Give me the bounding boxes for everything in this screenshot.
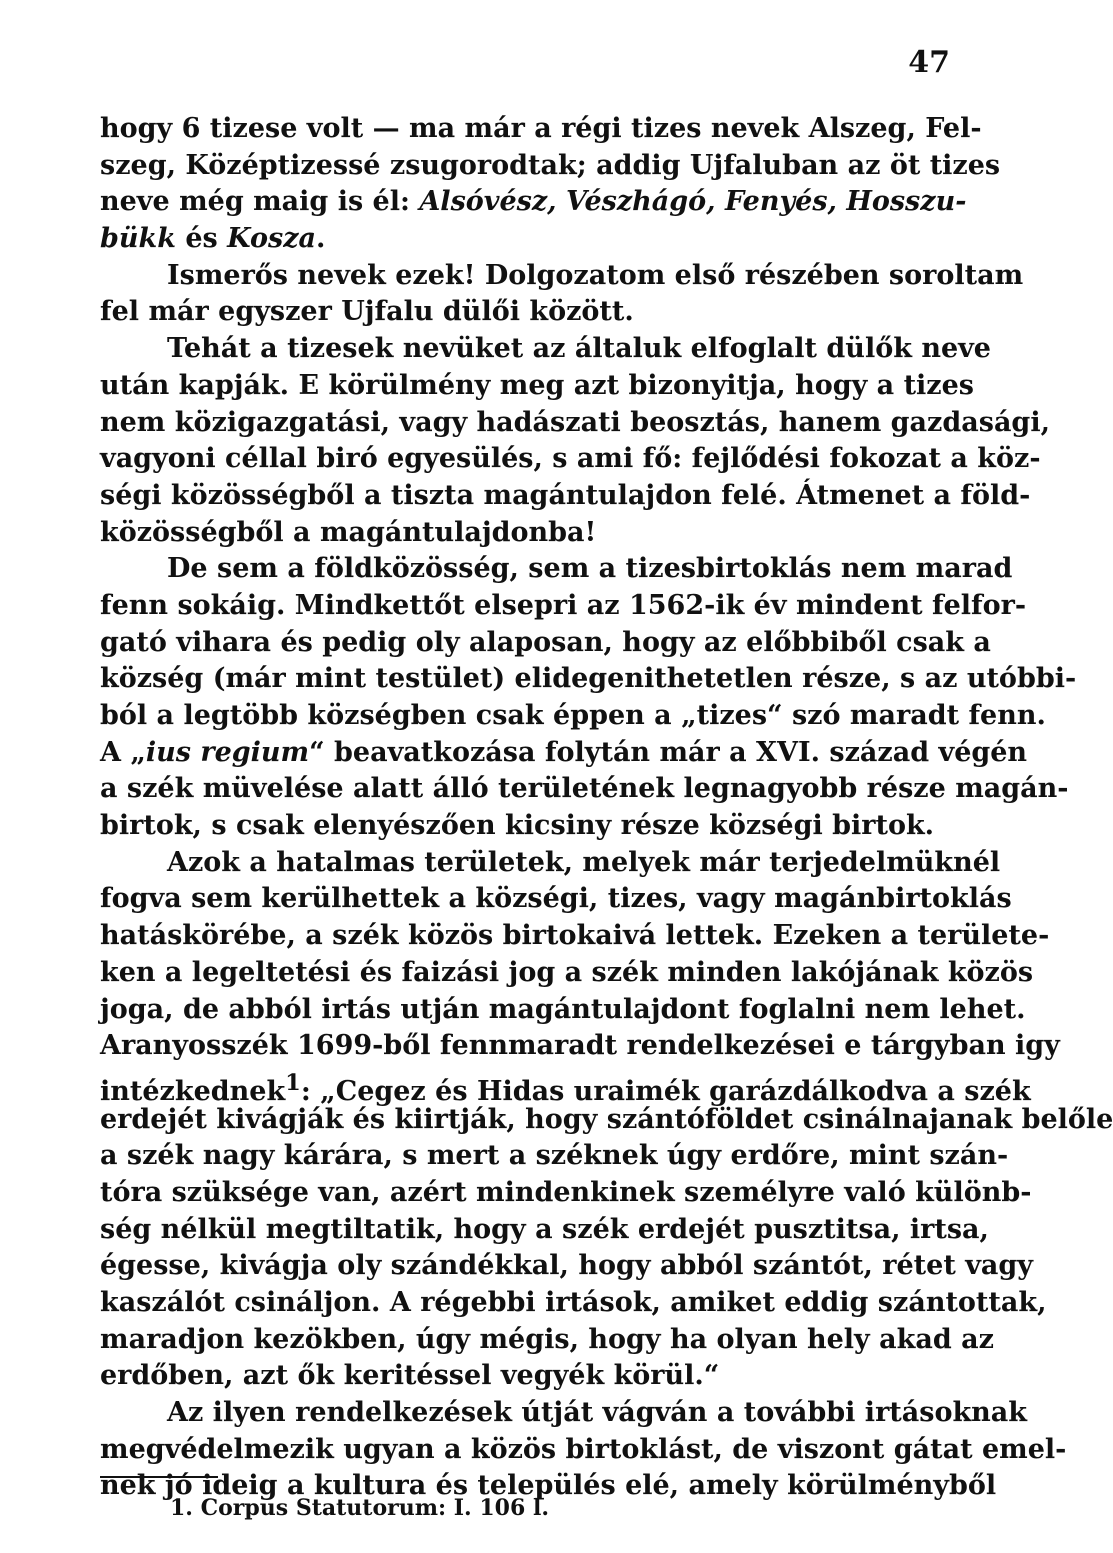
text-line: [100, 1248, 1033, 1285]
line-text: hogy 6 tizese volt — ma már a régi tizes nevek Alszeg, Fel-: [100, 113, 982, 144]
text-line: [100, 515, 932, 552]
line-text: gató vihara és pedig oly alaposan, hogy az előbbiből csak a: [100, 626, 991, 658]
line-text: nek jó ideig a kultura és település elé, amely körülményből: [100, 1470, 997, 1502]
line-text: erdőben, azt ők keritéssel vegyék körül.“: [100, 1360, 720, 1392]
text-line: [100, 1138, 1009, 1175]
italic-text: ius regium: [145, 736, 310, 768]
text-line: [100, 405, 1050, 442]
text-line: [100, 331, 991, 368]
text-line: [100, 111, 982, 148]
text-line: [100, 148, 1001, 185]
line-text: fogva sem kerülhettek a községi, tizes, vagy magánbirtoklás: [100, 883, 1012, 915]
line-text: Az ilyen rendelkezések útját vágván a további irtásoknak: [167, 1397, 1028, 1429]
text-line: [100, 771, 1069, 808]
text-line: [100, 955, 1034, 992]
text-line: [100, 588, 1027, 625]
text-line: [100, 1432, 1067, 1469]
line-text: joga, de abból irtás utján magántulajdont foglalni nem lehet.: [100, 993, 1026, 1025]
line-text: tóra szüksége van, azért mindenkinek személyre való különb-: [100, 1176, 1032, 1208]
text-line: [100, 625, 991, 662]
footnote: 1. Corpus Statutorum: I. 106 l.: [170, 1495, 549, 1521]
footnote-divider: [100, 1476, 218, 1478]
text-line: [100, 808, 935, 845]
text-line: [100, 1395, 1028, 1432]
line-text: után kapják. E körülmény meg azt bizonyitja, hogy a tizes: [100, 369, 975, 401]
italic-text: Alsóvész, Vészhágó, Fenyés, Hosszu-: [419, 186, 967, 218]
line-text: maradjon kezökben, úgy mégis, hogy ha olyan hely akad az: [100, 1323, 994, 1355]
text-line: [100, 294, 932, 331]
line-text: ségi közösségből a tiszta magántulajdon felé. Átmenet a föld-: [100, 479, 1031, 511]
line-text: Aranyosszék 1699-ből fennmaradt rendelkezései e tárgyban igy: [100, 1030, 1060, 1062]
text-line: [100, 1175, 1032, 1212]
text-line: [100, 368, 975, 405]
italic-text: Kosza: [227, 223, 317, 255]
line-text: De sem a földközösség, sem a tizesbirtoklás nem marad: [167, 553, 1013, 585]
body-text: [100, 111, 1113, 1505]
line-text: intézkednek: [100, 1075, 286, 1107]
italic-text: bükk: [100, 223, 176, 255]
text-line: [100, 661, 1077, 698]
line-text: község (már mint testület) elidegenithetetlen része, s az utóbbi-: [100, 663, 1077, 695]
text-line: [100, 698, 1046, 735]
text-line: [100, 184, 967, 221]
text-line: [100, 478, 1031, 515]
line-text: erdejét kivágják és kiirtják, hogy szántóföldet csinálnajanak belőle: [100, 1103, 1113, 1135]
line-text: ból a legtöbb községben csak éppen a „tizes“ szó maradt fenn.: [100, 700, 1046, 731]
line-text: vagyoni céllal biró egyesülés, s ami fő: fejlődési fokozat a köz-: [100, 443, 1041, 475]
text-line: [100, 1285, 1047, 1322]
text-line: [100, 551, 1013, 588]
line-text: birtok, s csak elenyészően kicsiny része községi birtok.: [100, 810, 935, 842]
text-line: [100, 441, 1041, 478]
text-line: [100, 1212, 989, 1249]
text-line: [100, 1322, 994, 1359]
text-line: [100, 258, 1024, 295]
line-text: ség nélkül megtiltatik, hogy a szék erdejét pusztitsa, irtsa,: [100, 1213, 989, 1245]
line-text: a szék müvelése alatt álló területének legnagyobb része magán-: [100, 773, 1069, 805]
line-text: ken a legeltetési és faizási jog a szék minden lakójának közös: [100, 956, 1034, 988]
line-text: : „Cegez és Hidas uraimék garázdálkodva a szék: [300, 1075, 1031, 1107]
line-text: hatáskörébe, a szék közös birtokaivá lettek. Ezeken a területe-: [100, 920, 1050, 952]
line-text: neve még maig is él:: [100, 186, 420, 218]
line-text: megvédelmezik ugyan a közös birtoklást, de viszont gátat emel-: [100, 1433, 1067, 1465]
line-text: nem közigazgatási, vagy hadászati beosztás, hanem gazdasági,: [100, 406, 1050, 438]
footnote-marker: 1: [285, 1069, 301, 1096]
line-text: .: [316, 223, 326, 255]
line-text: Azok a hatalmas területek, melyek már terjedelmüknél: [167, 846, 1001, 878]
line-text: Tehát a tizesek nevüket az általuk elfoglalt dülők neve: [167, 333, 991, 365]
line-text: és: [175, 223, 228, 255]
text-line: [100, 1358, 932, 1395]
text-line: [100, 881, 1012, 918]
text-line: [100, 992, 1026, 1029]
text-line: [100, 1028, 1060, 1065]
line-text: kaszálót csináljon. A régebbi irtások, amiket eddig szántottak,: [100, 1287, 1047, 1318]
line-text: a szék nagy kárára, s mert a széknek úgy erdőre, mint szán-: [100, 1140, 1009, 1172]
line-text: A „: [100, 736, 146, 768]
text-line: [100, 1065, 1031, 1107]
line-text: szeg, Középtizessé zsugorodtak; addig Ujfaluban az öt tizes: [100, 149, 1001, 181]
line-text: Ismerős nevek ezek! Dolgozatom első részében soroltam: [167, 259, 1024, 291]
text-line: [100, 735, 1028, 772]
line-text: közösségből a magántulajdonba!: [100, 516, 597, 548]
text-line: [100, 221, 932, 258]
line-text: fel már egyszer Ujfalu dülői között.: [100, 296, 634, 328]
line-text: égesse, kivágja oly szándékkal, hogy abból szántót, rétet vagy: [100, 1250, 1033, 1282]
text-line: [100, 845, 1001, 882]
page-number: 47: [908, 45, 950, 80]
line-text: “ beavatkozása folytán már a XVI. század végén: [309, 736, 1028, 768]
text-line: [100, 1102, 1113, 1139]
line-text: fenn sokáig. Mindkettőt elsepri az 1562-ik év mindent felfor-: [100, 589, 1027, 621]
text-line: [100, 918, 1050, 955]
